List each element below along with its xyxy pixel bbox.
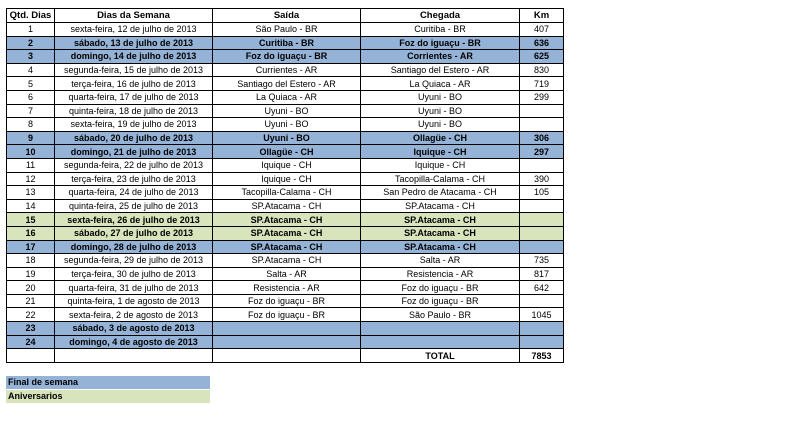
weekday-date-cell[interactable]: quinta-feira, 25 de julho de 2013 — [55, 199, 213, 213]
weekday-date-cell[interactable]: sábado, 3 de agosto de 2013 — [55, 322, 213, 336]
departure-cell[interactable]: Iquique - CH — [213, 158, 361, 172]
departure-cell[interactable]: Resistencia - AR — [213, 281, 361, 295]
itinerary-table — [6, 8, 564, 363]
day-count-cell[interactable]: 16 — [7, 226, 55, 240]
weekday-date-cell[interactable]: segunda-feira, 22 de julho de 2013 — [55, 158, 213, 172]
table-row — [7, 213, 564, 227]
km-cell[interactable] — [520, 294, 564, 308]
weekday-date-cell[interactable]: domingo, 28 de julho de 2013 — [55, 240, 213, 254]
arrival-cell[interactable]: San Pedro de Atacama - CH — [361, 186, 520, 200]
departure-cell[interactable]: Uyuni - BO — [213, 131, 361, 145]
km-cell[interactable] — [520, 240, 564, 254]
departure-cell[interactable]: São Paulo - BR — [213, 23, 361, 37]
total-label[interactable]: TOTAL — [361, 349, 520, 363]
departure-cell[interactable]: SP.Atacama - CH — [213, 254, 361, 268]
km-cell[interactable] — [520, 213, 564, 227]
header-km[interactable]: Km — [520, 9, 564, 23]
table-row — [7, 186, 564, 200]
blank-cell[interactable] — [7, 349, 55, 363]
day-count-cell[interactable]: 17 — [7, 240, 55, 254]
day-count-cell[interactable]: 20 — [7, 281, 55, 295]
km-cell[interactable]: 407 — [520, 23, 564, 37]
km-cell[interactable] — [520, 335, 564, 349]
km-cell[interactable] — [520, 118, 564, 132]
arrival-cell[interactable]: Resistencia - AR — [361, 267, 520, 281]
day-count-cell[interactable]: 5 — [7, 77, 55, 91]
km-cell[interactable]: 636 — [520, 36, 564, 50]
km-cell[interactable]: 390 — [520, 172, 564, 186]
departure-cell[interactable]: Uyuni - BO — [213, 118, 361, 132]
table-row — [7, 322, 564, 336]
day-count-cell[interactable]: 7 — [7, 104, 55, 118]
day-count-cell[interactable]: 6 — [7, 90, 55, 104]
day-count-cell[interactable]: 8 — [7, 118, 55, 132]
arrival-cell[interactable]: Uyuni - BO — [361, 104, 520, 118]
km-cell[interactable]: 830 — [520, 63, 564, 77]
km-cell[interactable]: 105 — [520, 186, 564, 200]
day-count-cell[interactable]: 22 — [7, 308, 55, 322]
day-count-cell[interactable]: 10 — [7, 145, 55, 159]
arrival-cell[interactable]: Corrientes - AR — [361, 50, 520, 64]
arrival-cell[interactable]: SP.Atacama - CH — [361, 213, 520, 227]
day-count-cell[interactable]: 21 — [7, 294, 55, 308]
total-row — [7, 349, 564, 363]
day-count-cell[interactable]: 3 — [7, 50, 55, 64]
table-row — [7, 281, 564, 295]
arrival-cell[interactable]: SP.Atacama - CH — [361, 240, 520, 254]
arrival-cell[interactable]: Foz do iguaçu - BR — [361, 281, 520, 295]
km-cell[interactable]: 1045 — [520, 308, 564, 322]
weekday-date-cell[interactable]: sexta-feira, 12 de julho de 2013 — [55, 23, 213, 37]
km-cell[interactable]: 817 — [520, 267, 564, 281]
arrival-cell[interactable]: Salta - AR — [361, 254, 520, 268]
table-row — [7, 36, 564, 50]
weekday-date-cell[interactable]: domingo, 4 de agosto de 2013 — [55, 335, 213, 349]
day-count-cell[interactable]: 11 — [7, 158, 55, 172]
blank-cell[interactable] — [55, 349, 213, 363]
weekday-date-cell[interactable]: quarta-feira, 17 de julho de 2013 — [55, 90, 213, 104]
day-count-cell[interactable]: 24 — [7, 335, 55, 349]
table-row — [7, 226, 564, 240]
table-row — [7, 131, 564, 145]
km-cell[interactable]: 642 — [520, 281, 564, 295]
arrival-cell[interactable]: Santiago del Estero - AR — [361, 63, 520, 77]
departure-cell[interactable]: La Quiaca - AR — [213, 90, 361, 104]
weekday-date-cell[interactable]: segunda-feira, 29 de julho de 2013 — [55, 254, 213, 268]
table-row — [7, 335, 564, 349]
table-row — [7, 294, 564, 308]
day-count-cell[interactable]: 14 — [7, 199, 55, 213]
day-count-cell[interactable]: 1 — [7, 23, 55, 37]
km-cell[interactable] — [520, 322, 564, 336]
departure-cell[interactable]: Foz do iguaçu - BR — [213, 294, 361, 308]
arrival-cell[interactable]: Iquique - CH — [361, 145, 520, 159]
day-count-cell[interactable]: 23 — [7, 322, 55, 336]
weekday-date-cell[interactable]: quinta-feira, 18 de julho de 2013 — [55, 104, 213, 118]
km-cell[interactable] — [520, 226, 564, 240]
table-row — [7, 118, 564, 132]
departure-cell[interactable]: Currientes - AR — [213, 63, 361, 77]
arrival-cell[interactable]: Tacopilla-Calama - CH — [361, 172, 520, 186]
km-cell[interactable]: 299 — [520, 90, 564, 104]
departure-cell[interactable]: Tacopilla-Calama - CH — [213, 186, 361, 200]
km-cell[interactable]: 625 — [520, 50, 564, 64]
table-row — [7, 308, 564, 322]
departure-cell[interactable]: Foz do iguaçu - BR — [213, 50, 361, 64]
departure-cell[interactable]: SP.Atacama - CH — [213, 199, 361, 213]
day-count-cell[interactable]: 4 — [7, 63, 55, 77]
departure-cell[interactable]: Santiago del Estero - AR — [213, 77, 361, 91]
departure-cell[interactable]: Salta - AR — [213, 267, 361, 281]
weekday-date-cell[interactable]: quinta-feira, 1 de agosto de 2013 — [55, 294, 213, 308]
weekday-date-cell[interactable]: terça-feira, 23 de julho de 2013 — [55, 172, 213, 186]
arrival-cell[interactable]: Iquique - CH — [361, 158, 520, 172]
departure-cell[interactable]: Curitiba - BR — [213, 36, 361, 50]
weekday-date-cell[interactable]: domingo, 14 de julho de 2013 — [55, 50, 213, 64]
header-qtd-dias[interactable]: Qtd. Dias — [7, 9, 55, 23]
departure-cell[interactable]: Ollagüe - CH — [213, 145, 361, 159]
table-row — [7, 23, 564, 37]
header-saida[interactable]: Saída — [213, 9, 361, 23]
header-dias-semana[interactable]: Dias da Semana — [55, 9, 213, 23]
departure-cell[interactable]: Iquique - CH — [213, 172, 361, 186]
arrival-cell[interactable]: Foz do iguaçu - BR — [361, 294, 520, 308]
table-row — [7, 158, 564, 172]
table-row — [7, 104, 564, 118]
blank-cell[interactable] — [213, 349, 361, 363]
km-cell[interactable] — [520, 158, 564, 172]
legend-anniversary[interactable]: Aniversarios — [6, 390, 210, 403]
weekday-date-cell[interactable]: sábado, 13 de julho de 2013 — [55, 36, 213, 50]
legend-weekend[interactable]: Final de semana — [6, 376, 210, 389]
day-count-cell[interactable]: 15 — [7, 213, 55, 227]
arrival-cell[interactable]: SP.Atacama - CH — [361, 199, 520, 213]
table-row — [7, 172, 564, 186]
departure-cell[interactable]: Foz do iguaçu - BR — [213, 308, 361, 322]
table-row — [7, 63, 564, 77]
weekday-date-cell[interactable]: sábado, 20 de julho de 2013 — [55, 131, 213, 145]
day-count-cell[interactable]: 19 — [7, 267, 55, 281]
arrival-cell[interactable] — [361, 335, 520, 349]
table-row — [7, 50, 564, 64]
departure-cell[interactable] — [213, 335, 361, 349]
day-count-cell[interactable]: 13 — [7, 186, 55, 200]
arrival-cell[interactable]: Uyuni - BO — [361, 118, 520, 132]
departure-cell[interactable]: SP.Atacama - CH — [213, 226, 361, 240]
day-count-cell[interactable]: 2 — [7, 36, 55, 50]
km-cell[interactable]: 735 — [520, 254, 564, 268]
day-count-cell[interactable]: 18 — [7, 254, 55, 268]
weekday-date-cell[interactable]: domingo, 21 de julho de 2013 — [55, 145, 213, 159]
arrival-cell[interactable]: São Paulo - BR — [361, 308, 520, 322]
arrival-cell[interactable]: Ollagüe - CH — [361, 131, 520, 145]
arrival-cell[interactable]: Foz do iguaçu - BR — [361, 36, 520, 50]
arrival-cell[interactable]: Curitiba - BR — [361, 23, 520, 37]
arrival-cell[interactable]: La Quiaca - AR — [361, 77, 520, 91]
arrival-cell[interactable] — [361, 322, 520, 336]
weekday-date-cell[interactable]: sexta-feira, 19 de julho de 2013 — [55, 118, 213, 132]
km-cell[interactable]: 719 — [520, 77, 564, 91]
table-row — [7, 199, 564, 213]
departure-cell[interactable]: SP.Atacama - CH — [213, 240, 361, 254]
weekday-date-cell[interactable]: sexta-feira, 2 de agosto de 2013 — [55, 308, 213, 322]
km-cell[interactable] — [520, 199, 564, 213]
table-row — [7, 145, 564, 159]
arrival-cell[interactable]: Uyuni - BO — [361, 90, 520, 104]
day-count-cell[interactable]: 12 — [7, 172, 55, 186]
km-cell[interactable] — [520, 104, 564, 118]
weekday-date-cell[interactable]: sexta-feira, 26 de julho de 2013 — [55, 213, 213, 227]
day-count-cell[interactable]: 9 — [7, 131, 55, 145]
departure-cell[interactable]: Uyuni - BO — [213, 104, 361, 118]
weekday-date-cell[interactable]: segunda-feira, 15 de julho de 2013 — [55, 63, 213, 77]
arrival-cell[interactable]: SP.Atacama - CH — [361, 226, 520, 240]
km-cell[interactable]: 297 — [520, 145, 564, 159]
weekday-date-cell[interactable]: quarta-feira, 31 de julho de 2013 — [55, 281, 213, 295]
header-row — [7, 9, 564, 23]
table-row — [7, 254, 564, 268]
weekday-date-cell[interactable]: sábado, 27 de julho de 2013 — [55, 226, 213, 240]
departure-cell[interactable]: SP.Atacama - CH — [213, 213, 361, 227]
weekday-date-cell[interactable]: terça-feira, 30 de julho de 2013 — [55, 267, 213, 281]
table-row — [7, 90, 564, 104]
table-row — [7, 267, 564, 281]
weekday-date-cell[interactable]: terça-feira, 16 de julho de 2013 — [55, 77, 213, 91]
km-cell[interactable]: 306 — [520, 131, 564, 145]
table-row — [7, 240, 564, 254]
departure-cell[interactable] — [213, 322, 361, 336]
weekday-date-cell[interactable]: quarta-feira, 24 de julho de 2013 — [55, 186, 213, 200]
total-value[interactable]: 7853 — [520, 349, 564, 363]
header-chegada[interactable]: Chegada — [361, 9, 520, 23]
table-row — [7, 77, 564, 91]
